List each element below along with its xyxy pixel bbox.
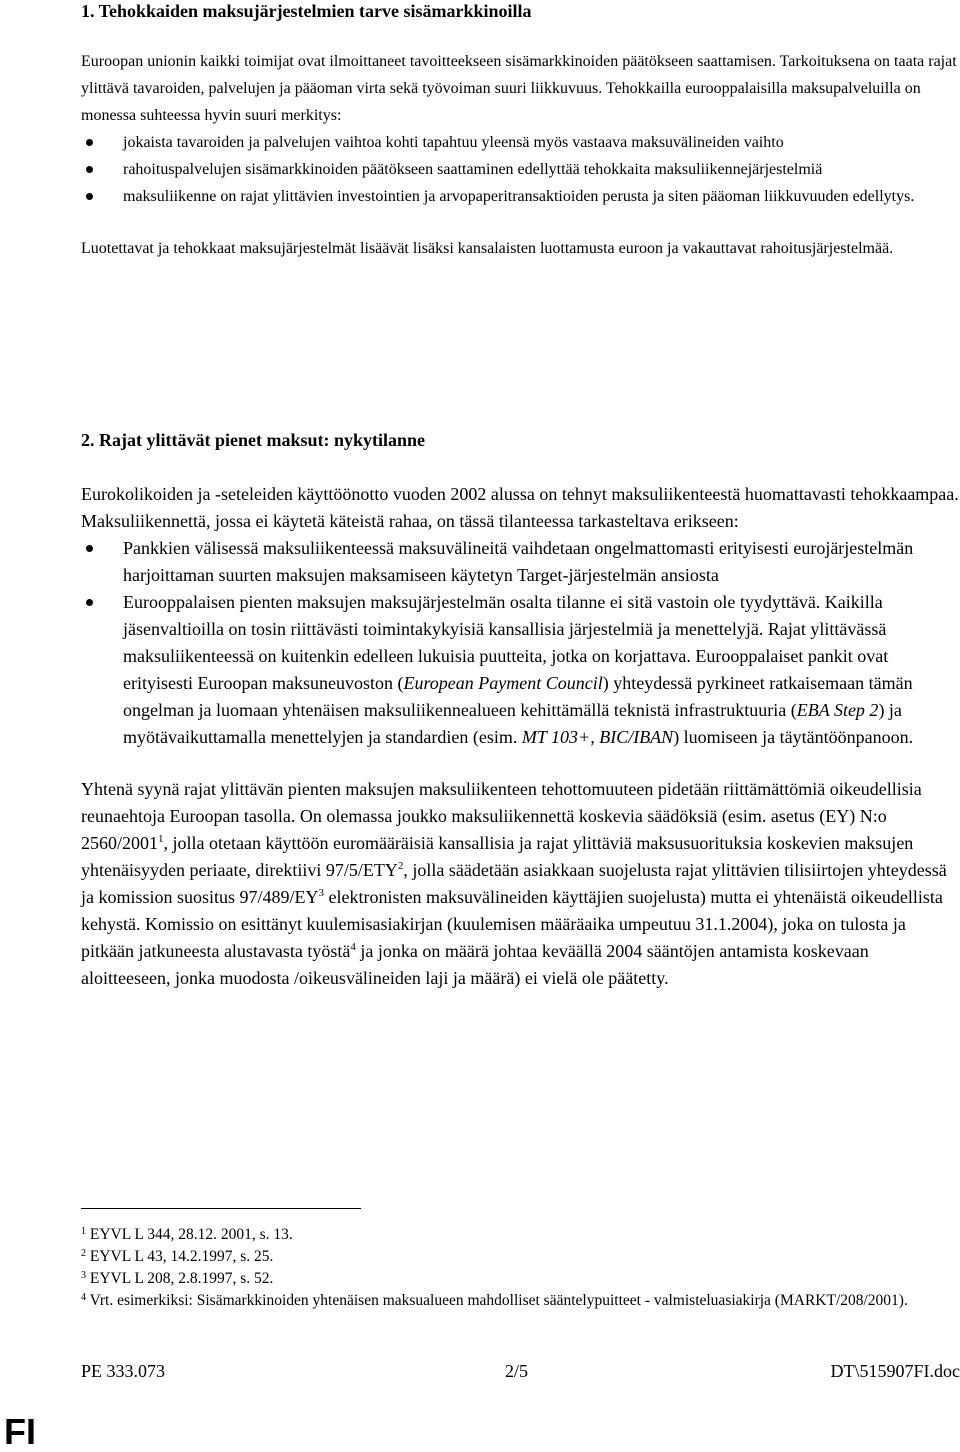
section1-bullet-1: jokaista tavaroiden ja palvelujen vaihtoa kohti tapahtuu yleensä myös vastaava maksuvälineiden vaihto [81,129,960,156]
footnote-number: 4 [81,1292,86,1303]
footnote-number: 2 [81,1248,86,1259]
bullet2-text-c: ) yhteydessä pyrkineet ratkaisemaan tämän ongelman ja luomaan yhtenäisen maksuliikennealueen kehittämällä teknistä infrastruktuuria ( [123,673,913,720]
section2-bullet-list [81,535,960,751]
section1-body [81,48,960,262]
footnote-number: 1 [81,1226,86,1237]
footer-doc-filename: DT\515907FI.doc [831,1360,960,1382]
footnote-number: 3 [81,1270,86,1281]
footnote-text: Vrt. esimerkiksi: Sisämarkkinoiden yhtenäisen maksualueen mahdolliset sääntelypuitteet - valmisteluasiakirja (MARKT/208/2001). [90,1292,908,1309]
para-text-a: Yhtenä syynä rajat ylittävän pienten maksujen maksuliikenteen tehottomuuteen pidetään riittämättömiä oikeudellisia reunaehtoja Euroopan tasolla. On olemassa joukko maksuliikennettä koskevia säädöksiä (esim. asetus (EY) N:o 2560/2001 [81,779,922,853]
section1-intro [81,48,960,129]
footnote-text: EYVL L 43, 14.2.1997, s. 25. [90,1248,274,1265]
bullet2-text-e: ) ja myötävaikuttamalla menettelyjen ja standardien (esim. [123,700,902,747]
footer-document-ref: PE 333.073 [81,1360,165,1382]
footnote-text: EYVL L 344, 28.12. 2001, s. 13. [90,1226,293,1243]
footnote-ref-1: 1 [158,833,164,845]
section2-bullet-1: Pankkien välisessä maksuliikenteessä maksuvälineitä vaihdetaan ongelmattomasti erityisesti eurojärjestelmän harjoittaman suurten maksujen maksamiseen käytetyn Target-järjestelmän ansiosta [81,535,960,589]
footnote-ref-2: 2 [398,860,404,872]
para-text-e: ja jonka on määrä johtaa keväällä 2004 sääntöjen antamista koskevaan aloitteeseen, jonka muodosta /oikeusvälineiden laji ja määrä) ei vielä ole päätetty. [81,941,869,988]
bullet2-term-epc: European Payment Council [403,673,602,693]
bullet2-text-a: Eurooppalaisen pienten maksujen maksujärjestelmän osalta tilanne ei sitä vastoin ole tyydyttävä. Kaikilla jäsenvaltioilla on tosin riittävästi toimintakykyisiä kansallisia järjestelmiä ja menettelyjä. Rajat ylittävässä maksuliikenteessä on kuitenkin edelleen lukuisia puutteita, jotka on korjattava. Eurooppalaiset pankit ovat erityisesti Euroopan maksuneuvoston ( [123,592,888,693]
bullet2-term-eba: EBA Step 2 [797,700,879,720]
section1-intro-text: Euroopan unionin kaikki toimijat ovat ilmoittaneet tavoitteekseen sisämarkkinoiden päätökseen saattamisen. Tarkoituksena on taata rajat ylittävä tavaroiden, palvelujen ja pääoman virta sekä työvoiman suuri liikkuvuus. [81,53,957,97]
para-text-b: , jolla otetaan käyttöön euromääräisiä kansallisia ja rajat ylittäviä maksusuorituksia koskevien maksujen yhtenäisyyden periaate, direktiivi 97/5/ETY [81,833,913,880]
para-text-d: elektronisten maksuvälineiden käyttäjien suojelusta) mutta ei yhtenäistä oikeudellista kehystä. Komissio on esittänyt kuulemisasiakirjan (kuulemisen määräaika umpeutuu 31.1.2004), joka on tulosta ja pitkään jatkuneesta alustavasta työstä [81,887,943,961]
section1-bullet-list [81,129,960,210]
para-text-c: , jolla säädetään asiakkaan suojelusta rajat ylittävien tilisiirtojen yhteydessä ja komission suositus 97/489/EY [81,860,947,907]
bullet2-text-g: ) luomiseen ja täytäntöönpanoon. [673,727,913,747]
section2-body [81,481,960,992]
section2-intro: Eurokolikoiden ja -seteleiden käyttöönotto vuoden 2002 alussa on tehnyt maksuliikenteestä huomattavasti tehokkaampaa. Maksuliikennettä, jossa ei käytetä käteistä rahaa, on tässä tilanteessa tarkasteltava erikseen: [81,481,960,535]
footnote-text: EYVL L 208, 2.8.1997, s. 52. [90,1270,274,1287]
footnote-4 [81,1290,960,1312]
section2-heading: 2. Rajat ylittävät pienet maksut: nykytilanne [81,427,960,454]
footnote-ref-4: 4 [350,941,356,953]
section1-bullet-2: rahoituspalvelujen sisämarkkinoiden päätökseen saattaminen edellyttää tehokkaita maksuliikennejärjestelmiä [81,156,960,183]
section2-bullet-2 [81,589,960,751]
section1-bullet-3: maksuliikenne on rajat ylittävien investointien ja arvopaperitransaktioiden perusta ja siten pääoman liikkuvuuden edellytys. [81,183,960,210]
footnote-ref-3: 3 [319,887,325,899]
footer-page-number: 2/5 [505,1360,528,1382]
language-tag: FI [4,1412,36,1452]
bullet2-term-mt103: MT 103+, BIC/IBAN [522,727,673,747]
section1-heading: 1. Tehokkaiden maksujärjestelmien tarve sisämarkkinoilla [81,0,532,25]
footnote-1 [81,1224,960,1246]
footnote-separator [81,1208,361,1209]
footnote-3 [81,1268,960,1290]
section1-closing: Luotettavat ja tehokkaat maksujärjestelmät lisäävät lisäksi kansalaisten luottamusta euroon ja vakauttavat rahoitusjärjestelmää. [81,235,960,262]
footnote-2 [81,1246,960,1268]
section1-intro-cont: Tehokkailla eurooppalaisilla maksupalveluilla on monessa suhteessa hyvin suuri merkitys: [81,80,921,124]
section2-paragraph [81,776,960,992]
